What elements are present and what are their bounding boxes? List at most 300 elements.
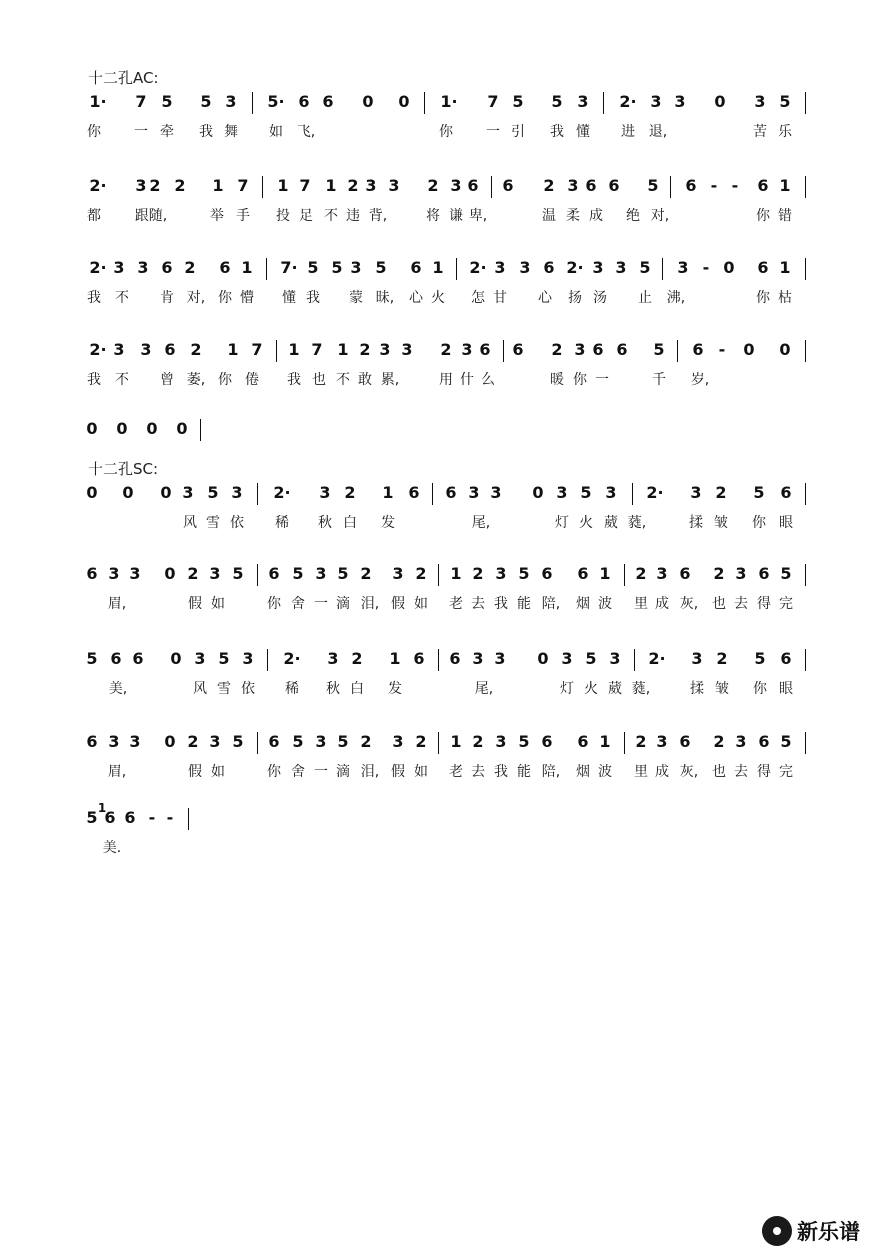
lyric: 你 bbox=[267, 764, 281, 780]
lyric: 我 bbox=[287, 372, 301, 388]
note: 6 bbox=[86, 564, 98, 583]
note: 6 bbox=[543, 258, 555, 277]
note: 0 bbox=[779, 340, 791, 359]
lyric: 眼 bbox=[779, 515, 793, 531]
note: 5 bbox=[518, 732, 530, 751]
lyric: 烟 bbox=[576, 596, 590, 612]
note: 5 bbox=[375, 258, 387, 277]
lyric: 一 bbox=[134, 124, 148, 140]
note: 2· bbox=[273, 483, 291, 502]
note: 3 bbox=[129, 564, 141, 583]
note: 5 bbox=[518, 564, 530, 583]
note: 6 bbox=[541, 564, 553, 583]
barline bbox=[257, 732, 258, 754]
lyric: 跟随, bbox=[134, 208, 168, 224]
note: 3 bbox=[392, 732, 404, 751]
note: 5· bbox=[267, 92, 285, 111]
lyric: 用 bbox=[439, 372, 453, 388]
note: 2· bbox=[89, 258, 107, 277]
note: 2 bbox=[344, 483, 356, 502]
lyric: 苦 bbox=[753, 124, 767, 140]
lyric: 对, bbox=[186, 290, 206, 306]
barline bbox=[805, 258, 806, 280]
score-line bbox=[0, 730, 888, 790]
lyric: 如 bbox=[414, 596, 428, 612]
note: 5 bbox=[580, 483, 592, 502]
lyric: 能 bbox=[517, 764, 531, 780]
lyric: 泪, bbox=[360, 764, 380, 780]
lyric: 温 bbox=[542, 208, 556, 224]
note: 3 bbox=[209, 564, 221, 583]
lyric: 枯 bbox=[778, 290, 792, 306]
note: 6 bbox=[219, 258, 231, 277]
note: 2· bbox=[89, 176, 107, 195]
note: 5 bbox=[292, 564, 304, 583]
lyric: 稀 bbox=[275, 515, 289, 531]
lyric: 一 bbox=[595, 372, 609, 388]
note: 0 bbox=[116, 419, 128, 438]
note: 3 bbox=[113, 258, 125, 277]
barline bbox=[267, 649, 268, 671]
note: 3 bbox=[735, 732, 747, 751]
lyric: 不 bbox=[115, 372, 129, 388]
section-label-sc: 十二孔SC: bbox=[88, 460, 159, 478]
lyric: 依 bbox=[241, 681, 255, 697]
note: 0 bbox=[723, 258, 735, 277]
note: 2 bbox=[415, 732, 427, 751]
note: 3 bbox=[108, 732, 120, 751]
note: 3 bbox=[231, 483, 243, 502]
note: 0 bbox=[176, 419, 188, 438]
lyric: 皱 bbox=[714, 515, 728, 531]
note: 6 bbox=[164, 340, 176, 359]
barline bbox=[805, 92, 806, 114]
lyric: 发 bbox=[388, 681, 402, 697]
note: 5 bbox=[207, 483, 219, 502]
lyric: 成 bbox=[655, 764, 669, 780]
lyric: 火 bbox=[584, 681, 598, 697]
lyric: 如 bbox=[211, 764, 225, 780]
lyric: 美. bbox=[102, 840, 122, 856]
note: 5 bbox=[780, 732, 792, 751]
lyric: 足 bbox=[299, 208, 313, 224]
score-line bbox=[0, 174, 888, 234]
barline bbox=[670, 176, 671, 198]
note: 5 bbox=[653, 340, 665, 359]
lyric: 暖 bbox=[550, 372, 564, 388]
note-row bbox=[0, 730, 888, 756]
note: 3 bbox=[605, 483, 617, 502]
note: 5 bbox=[780, 564, 792, 583]
note: 6 bbox=[685, 176, 697, 195]
lyric: 背, bbox=[368, 208, 388, 224]
barline bbox=[677, 340, 678, 362]
score-line bbox=[0, 256, 888, 316]
lyric: 千 bbox=[652, 372, 666, 388]
barline bbox=[805, 176, 806, 198]
lyric: 乐 bbox=[778, 124, 792, 140]
note: 6 bbox=[585, 176, 597, 195]
note: 3 bbox=[690, 483, 702, 502]
lyric: 灯 bbox=[555, 515, 569, 531]
note: 2 bbox=[184, 258, 196, 277]
note: 1· bbox=[440, 92, 458, 111]
note: 1 bbox=[382, 483, 394, 502]
note: 2 bbox=[359, 340, 371, 359]
note: 2 bbox=[351, 649, 363, 668]
lyric: 违 bbox=[346, 208, 360, 224]
note: 1 bbox=[599, 732, 611, 751]
note: 6 bbox=[780, 483, 792, 502]
note: 6 bbox=[592, 340, 604, 359]
lyric: 都 bbox=[87, 208, 101, 224]
lyric: 你 bbox=[87, 124, 101, 140]
note: 3 bbox=[319, 483, 331, 502]
lyric: 风 bbox=[193, 681, 207, 697]
lyric: 懂 bbox=[282, 290, 296, 306]
score-line bbox=[0, 562, 888, 622]
lyric: 我 bbox=[199, 124, 213, 140]
lyric: 敢 bbox=[358, 372, 372, 388]
lyric: 去 bbox=[734, 764, 748, 780]
note: 7 bbox=[487, 92, 499, 111]
note: 3 bbox=[615, 258, 627, 277]
note: 5 bbox=[337, 564, 349, 583]
note: 3 bbox=[519, 258, 531, 277]
lyric: 如 bbox=[211, 596, 225, 612]
note: 2· bbox=[648, 649, 666, 668]
note: 6 bbox=[479, 340, 491, 359]
note: 5 bbox=[639, 258, 651, 277]
note: 0 bbox=[160, 483, 172, 502]
lyric: 也 bbox=[712, 764, 726, 780]
note: 6 bbox=[512, 340, 524, 359]
barline bbox=[200, 419, 201, 441]
note: - bbox=[148, 808, 156, 827]
note: 2 bbox=[472, 564, 484, 583]
lyric-row bbox=[0, 838, 888, 860]
note: 5 bbox=[86, 808, 98, 827]
note: 1 bbox=[450, 732, 462, 751]
lyric: 皱 bbox=[715, 681, 729, 697]
note: 1 bbox=[288, 340, 300, 359]
note: 3 bbox=[450, 176, 462, 195]
lyric: 揉 bbox=[689, 515, 703, 531]
lyric-row bbox=[0, 288, 888, 310]
note: 5 bbox=[551, 92, 563, 111]
note: 3 bbox=[137, 258, 149, 277]
note: 6 bbox=[577, 732, 589, 751]
lyric: 成 bbox=[589, 208, 603, 224]
note: 0 bbox=[714, 92, 726, 111]
note: 0 bbox=[164, 564, 176, 583]
lyric: 引 bbox=[511, 124, 525, 140]
note: 2 bbox=[440, 340, 452, 359]
note: 3 bbox=[468, 483, 480, 502]
barline bbox=[805, 649, 806, 671]
lyric: 我 bbox=[494, 764, 508, 780]
note: 3 bbox=[129, 732, 141, 751]
lyric: 泪, bbox=[360, 596, 380, 612]
note: 6 bbox=[692, 340, 704, 359]
note: 1 bbox=[432, 258, 444, 277]
lyric: 我 bbox=[87, 290, 101, 306]
lyric: 美, bbox=[108, 681, 128, 697]
lyric: 波 bbox=[598, 764, 612, 780]
note: 2 bbox=[716, 649, 728, 668]
note: 5 bbox=[754, 649, 766, 668]
lyric: 曾 bbox=[160, 372, 174, 388]
note-row bbox=[0, 174, 888, 200]
lyric: 葳 bbox=[608, 681, 622, 697]
note: 0 bbox=[146, 419, 158, 438]
note: 3 bbox=[135, 176, 147, 195]
lyric: 心 bbox=[538, 290, 552, 306]
lyric: 舍 bbox=[291, 764, 305, 780]
note: 2 bbox=[472, 732, 484, 751]
note: 6 bbox=[104, 808, 116, 827]
barline bbox=[276, 340, 277, 362]
lyric: 秋 bbox=[326, 681, 340, 697]
lyric: 牵 bbox=[160, 124, 174, 140]
note: 6 bbox=[758, 732, 770, 751]
note: 2· bbox=[469, 258, 487, 277]
barline bbox=[805, 483, 806, 505]
note: 3 bbox=[691, 649, 703, 668]
barline bbox=[252, 92, 253, 114]
lyric: 火 bbox=[579, 515, 593, 531]
score-line bbox=[0, 481, 888, 541]
note: 2 bbox=[635, 732, 647, 751]
note: 5 bbox=[232, 564, 244, 583]
lyric-row bbox=[0, 762, 888, 784]
lyric: 谦 bbox=[449, 208, 463, 224]
lyric: 完 bbox=[779, 764, 793, 780]
note: 6 bbox=[86, 732, 98, 751]
lyric: 怎 bbox=[471, 290, 485, 306]
note: 6 bbox=[467, 176, 479, 195]
barline bbox=[456, 258, 457, 280]
lyric: 滴 bbox=[336, 596, 350, 612]
note: 6 bbox=[679, 564, 691, 583]
score-line bbox=[0, 338, 888, 398]
lyric: 一 bbox=[314, 764, 328, 780]
note-row bbox=[0, 256, 888, 282]
note: 3 bbox=[108, 564, 120, 583]
note: 3 bbox=[461, 340, 473, 359]
lyric-row bbox=[0, 679, 888, 701]
note: 6 bbox=[616, 340, 628, 359]
lyric: 蕤, bbox=[631, 681, 651, 697]
lyric: 雪 bbox=[217, 681, 231, 697]
barline bbox=[432, 483, 433, 505]
note: 3 bbox=[472, 649, 484, 668]
note: 6 bbox=[679, 732, 691, 751]
lyric: 你 bbox=[756, 208, 770, 224]
score-line bbox=[0, 801, 888, 866]
lyric: 倦 bbox=[245, 372, 259, 388]
note: 0 bbox=[170, 649, 182, 668]
note: 1 bbox=[325, 176, 337, 195]
note: 3 bbox=[609, 649, 621, 668]
lyric: 止 bbox=[638, 290, 652, 306]
note: 7· bbox=[280, 258, 298, 277]
note: 3 bbox=[567, 176, 579, 195]
note: 3 bbox=[401, 340, 413, 359]
lyric: 你 bbox=[752, 515, 766, 531]
note: 6 bbox=[268, 564, 280, 583]
note: - bbox=[710, 176, 718, 195]
lyric: 得 bbox=[757, 596, 771, 612]
note: 1 bbox=[337, 340, 349, 359]
note: 2 bbox=[174, 176, 186, 195]
lyric: 揉 bbox=[690, 681, 704, 697]
note: 2 bbox=[427, 176, 439, 195]
note: 5 bbox=[779, 92, 791, 111]
lyric: 懂 bbox=[576, 124, 590, 140]
lyric: 白 bbox=[343, 515, 357, 531]
note: 0 bbox=[86, 483, 98, 502]
lyric: 去 bbox=[734, 596, 748, 612]
note: 0 bbox=[537, 649, 549, 668]
lyric: 沸, bbox=[666, 290, 686, 306]
lyric-row bbox=[0, 594, 888, 616]
lyric: 你 bbox=[756, 290, 770, 306]
note: 2· bbox=[566, 258, 584, 277]
lyric: 么 bbox=[481, 372, 495, 388]
note: 3 bbox=[388, 176, 400, 195]
note: 1· bbox=[89, 92, 107, 111]
lyric: 完 bbox=[779, 596, 793, 612]
barline bbox=[438, 732, 439, 754]
note: 2 bbox=[415, 564, 427, 583]
note: 1 bbox=[450, 564, 462, 583]
note: 2 bbox=[187, 564, 199, 583]
note: 7 bbox=[251, 340, 263, 359]
note: 2· bbox=[646, 483, 664, 502]
lyric: 心 bbox=[409, 290, 423, 306]
lyric: 去 bbox=[471, 764, 485, 780]
note: 1 bbox=[389, 649, 401, 668]
note: 3 bbox=[656, 732, 668, 751]
note: 7 bbox=[135, 92, 147, 111]
lyric: 陪, bbox=[541, 596, 561, 612]
note: 3 bbox=[674, 92, 686, 111]
note: 7 bbox=[237, 176, 249, 195]
note: 6 bbox=[268, 732, 280, 751]
lyric: 退, bbox=[648, 124, 668, 140]
lyric: 舞 bbox=[224, 124, 238, 140]
barline bbox=[634, 649, 635, 671]
lyric: 肯 bbox=[160, 290, 174, 306]
note: 5 bbox=[337, 732, 349, 751]
note: 3 bbox=[650, 92, 662, 111]
lyric-row bbox=[0, 122, 888, 144]
lyric-row bbox=[0, 513, 888, 535]
barline bbox=[632, 483, 633, 505]
note: 6 bbox=[445, 483, 457, 502]
lyric: 我 bbox=[550, 124, 564, 140]
note: 2 bbox=[347, 176, 359, 195]
lyric: 如 bbox=[414, 764, 428, 780]
note: 2 bbox=[635, 564, 647, 583]
note: 5 bbox=[161, 92, 173, 111]
note: 6 bbox=[132, 649, 144, 668]
barline bbox=[262, 176, 263, 198]
barline bbox=[424, 92, 425, 114]
lyric: 一 bbox=[314, 596, 328, 612]
note: - bbox=[702, 258, 710, 277]
note: 3 bbox=[315, 732, 327, 751]
note: 1 bbox=[227, 340, 239, 359]
lyric: 假 bbox=[391, 596, 405, 612]
lyric: 眉, bbox=[107, 764, 127, 780]
note: 3 bbox=[494, 649, 506, 668]
barline bbox=[491, 176, 492, 198]
note: 6 bbox=[298, 92, 310, 111]
lyric: 假 bbox=[188, 764, 202, 780]
note: 3 bbox=[350, 258, 362, 277]
lyric: 也 bbox=[712, 596, 726, 612]
lyric: 我 bbox=[306, 290, 320, 306]
barline bbox=[257, 564, 258, 586]
note: 6 bbox=[780, 649, 792, 668]
lyric: 雪 bbox=[206, 515, 220, 531]
note: 2 bbox=[551, 340, 563, 359]
lyric: 昧, bbox=[375, 290, 395, 306]
lyric: 尾, bbox=[474, 681, 494, 697]
note: 5 bbox=[753, 483, 765, 502]
note: 7 bbox=[311, 340, 323, 359]
note: 2 bbox=[360, 732, 372, 751]
barline bbox=[805, 564, 806, 586]
lyric: 波 bbox=[598, 596, 612, 612]
lyric: 手 bbox=[236, 208, 250, 224]
note: 3 bbox=[656, 564, 668, 583]
lyric: 你 bbox=[218, 290, 232, 306]
note: 6 bbox=[758, 564, 770, 583]
lyric: 你 bbox=[218, 372, 232, 388]
note: 3 bbox=[392, 564, 404, 583]
note-row bbox=[0, 417, 888, 443]
lyric: 不 bbox=[324, 208, 338, 224]
note: 3 bbox=[495, 564, 507, 583]
note: 5 bbox=[200, 92, 212, 111]
lyric: 不 bbox=[336, 372, 350, 388]
lyric: 假 bbox=[391, 764, 405, 780]
lyric: 成 bbox=[655, 596, 669, 612]
barline bbox=[257, 483, 258, 505]
barline bbox=[266, 258, 267, 280]
lyric: 得 bbox=[757, 764, 771, 780]
section-label-ac: 十二孔AC: bbox=[88, 69, 159, 87]
vinyl-record-icon bbox=[762, 1216, 792, 1246]
note: 3 bbox=[577, 92, 589, 111]
note: 5 bbox=[292, 732, 304, 751]
lyric: 绝 bbox=[626, 208, 640, 224]
note: 6 bbox=[757, 258, 769, 277]
barline bbox=[503, 340, 504, 362]
barline bbox=[188, 808, 189, 830]
note: 2· bbox=[283, 649, 301, 668]
lyric: 灰, bbox=[679, 764, 699, 780]
lyric: 进 bbox=[621, 124, 635, 140]
note: 5 bbox=[512, 92, 524, 111]
brand-name: 新乐谱 bbox=[797, 1220, 860, 1244]
lyric: 陪, bbox=[541, 764, 561, 780]
barline bbox=[624, 564, 625, 586]
lyric: 我 bbox=[87, 372, 101, 388]
